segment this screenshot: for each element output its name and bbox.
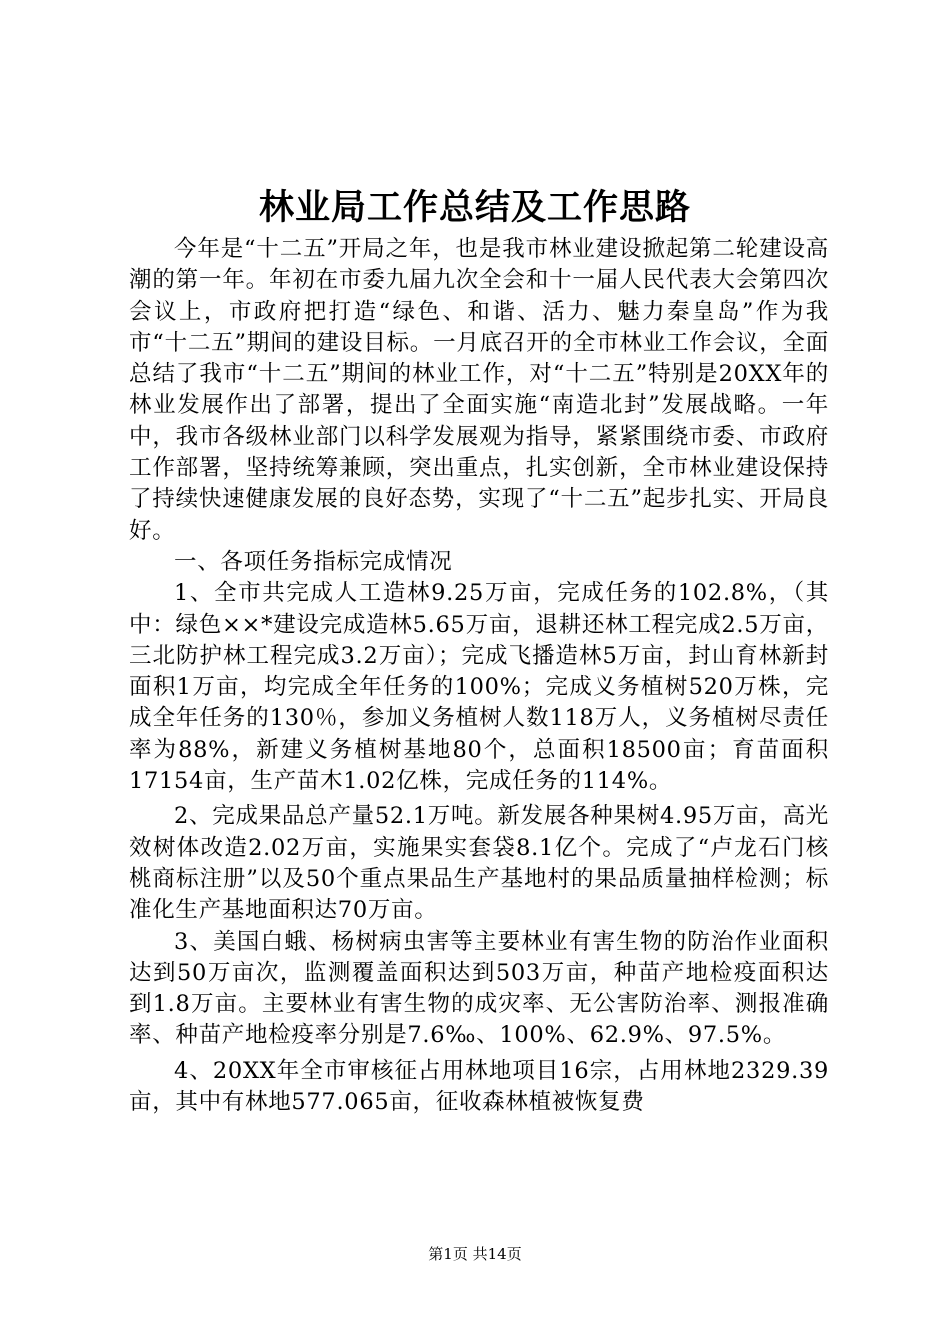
item-2-paragraph: 2、完成果品总产量52.1万吨。新发展各种果树4.95万亩，高光效树体改造2.02万亩，实施果实套袋8.1亿个。完成了“卢龙石门核桃商标注册”以及50个重点果品生产基地村的果品质量抽样检测；标准化生产基地面积达70万亩。 [129, 803, 829, 924]
page-number-footer: 第1页 共14页 [428, 1245, 522, 1263]
item-1-paragraph: 1、全市共完成人工造林9.25万亩，完成任务的102.8%，（其中：绿色××*建设完成造林5.65万亩，退耕还林工程完成2.5万亩，三北防护林工程完成3.2万亩）；完成飞播造林5万亩，封山育林新封面积1万亩，均完成全年任务的100%；完成义务植树520万株，完成全年任务的130％，参加义务植树人数118万人，义务植树尽责任率为88%，新建义务植树基地80个，总面积18500亩；育苗面积17154亩，生产苗木1.02亿株，完成任务的114%。 [129, 580, 829, 795]
document-title: 林业局工作总结及工作思路 [258, 187, 691, 228]
intro-paragraph: 今年是“十二五”开局之年，也是我市林业建设掀起第二轮建设高潮的第一年。年初在市委九届九次全会和十一届人民代表大会第四次会议上，市政府把打造“绿色、和谐、活力、魅力秦皇岛”作为我市“十二五”期间的建设目标。一月底召开的全市林业工作会议，全面总结了我市“十二五”期间的林业工作，对“十二五”特别是20XX年的林业发展作出了部署，提出了全面实施“南造北封”发展战略。一年中，我市各级林业部门以科学发展观为指导，紧紧围绕市委、市政府工作部署，坚持统筹兼顾，突出重点，扎实创新，全市林业建设保持了持续快速健康发展的良好态势，实现了“十二五”起步扎实、开局良好。 [129, 236, 829, 544]
document-body [129, 234, 829, 1118]
item-3-paragraph: 3、美国白蛾、杨树病虫害等主要林业有害生物的防治作业面积达到50万亩次，监测覆盖面积达到503万亩，种苗产地检疫面积达到1.8万亩。主要林业有害生物的成灾率、无公害防治率、测报准确率、种苗产地检疫率分别是7.6‰、100%、62.9%、97.5%。 [129, 928, 829, 1049]
section-heading: 一、各项任务指标完成情况 [174, 548, 453, 575]
item-4-paragraph: 4、20XX年全市审核征占用林地项目16宗，占用林地2329.39亩，其中有林地577.065亩，征收森林植被恢复费 [129, 1057, 829, 1116]
